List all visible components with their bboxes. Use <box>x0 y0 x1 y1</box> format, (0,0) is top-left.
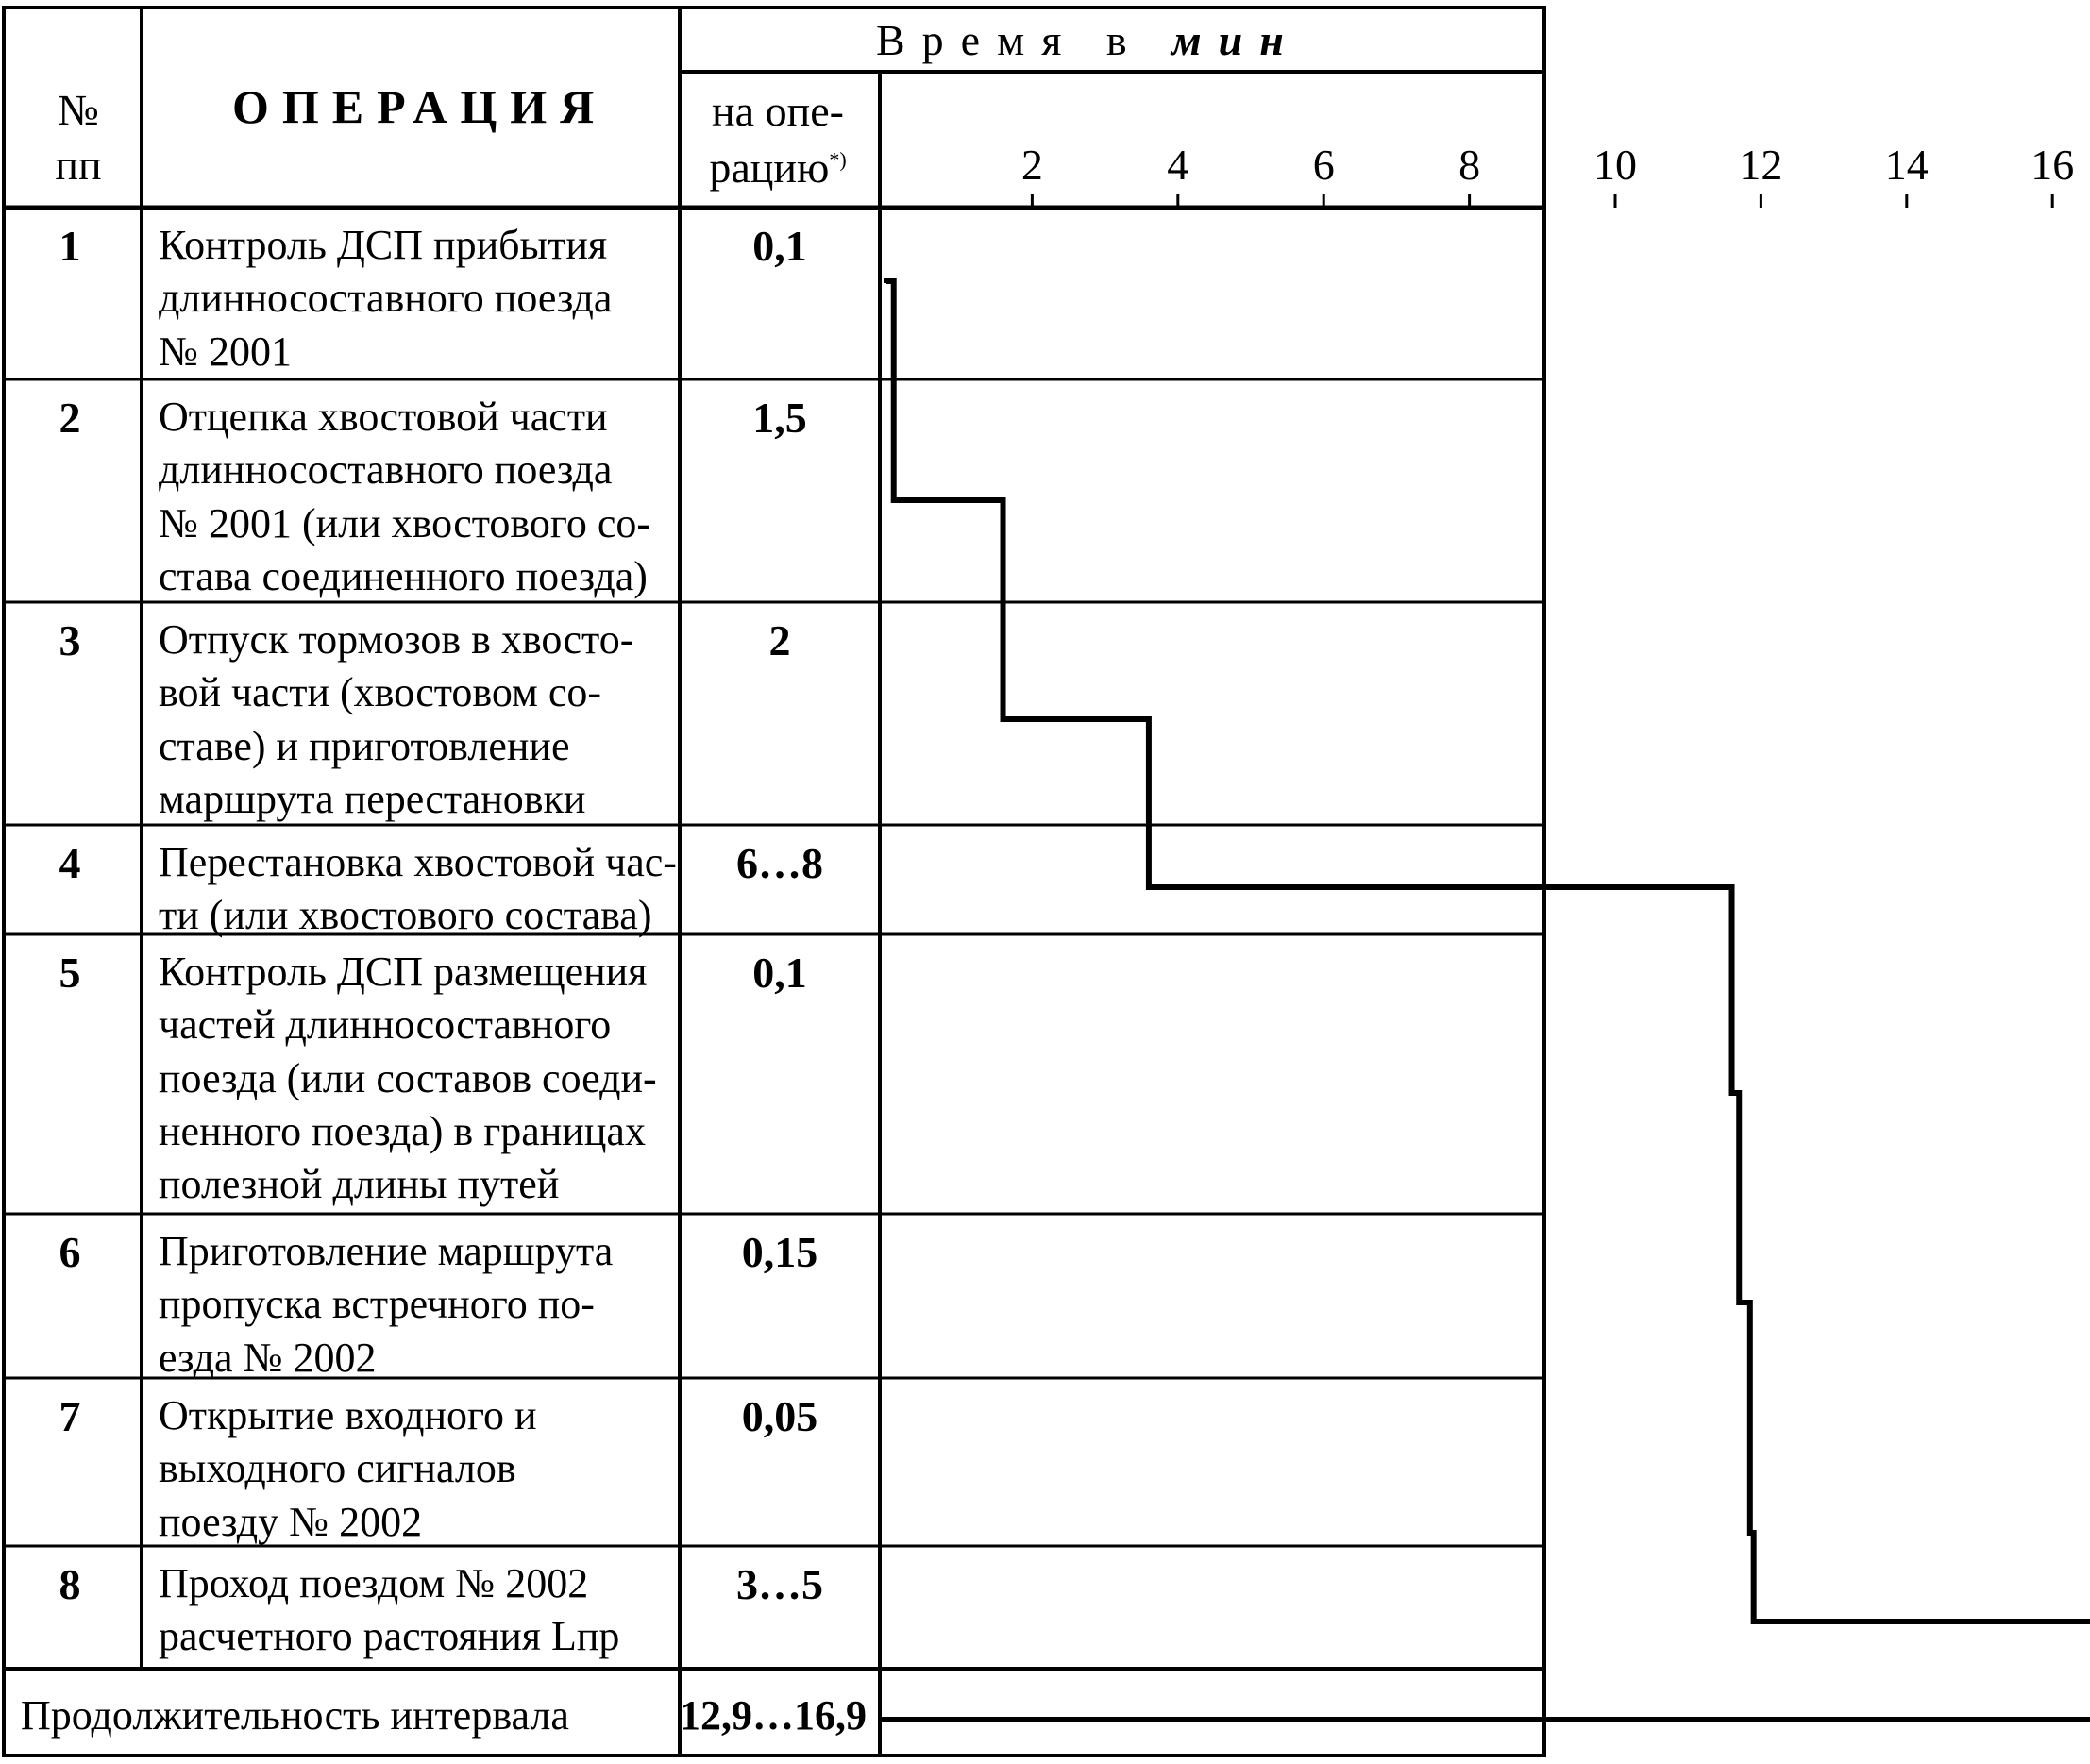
timeline-staircase <box>886 281 2090 1621</box>
header-duration-note: *) <box>829 147 847 172</box>
row-operation-line: расчетного растояния Lпр <box>159 1613 620 1660</box>
header-time <box>876 16 1301 64</box>
header-number-symbol: № <box>58 86 99 134</box>
row-operation <box>159 836 687 943</box>
row-operation-line: маршрута перестановки <box>159 775 586 822</box>
row-operation-line: ненного поезда) в границах <box>159 1107 646 1154</box>
row-operation-line: ставе) и приготовление <box>159 722 570 769</box>
axis-tick-label: 2 <box>1020 141 1043 189</box>
row-operation-line: Контроль ДСП размещения <box>159 949 648 995</box>
total-interval-value: 12,9…16,9 <box>680 1692 867 1739</box>
row-operation-line: вой части (хвостовом со- <box>159 669 602 716</box>
row-duration: 0,1 <box>752 222 807 270</box>
row-operation-line: Отцепка хвостовой части <box>159 394 608 440</box>
row-duration: 3…5 <box>736 1560 823 1608</box>
row-operation-line: поезда (или составов соеди- <box>159 1054 657 1101</box>
row-operation-line: Контроль ДСП прибытия <box>159 222 608 268</box>
row-duration: 6…8 <box>736 839 823 887</box>
axis-tick-label: 10 <box>1593 141 1637 189</box>
row-operation-line: № 2001 <box>159 328 292 375</box>
row-number: 5 <box>59 949 81 997</box>
axis-tick-label: 4 <box>1167 141 1189 189</box>
row-number: 4 <box>59 839 81 887</box>
row-operation-line: Перестановка хвостовой час- <box>159 839 677 885</box>
row-number: 8 <box>59 1560 81 1608</box>
row-operation <box>159 391 687 603</box>
row-duration: 2 <box>768 616 791 664</box>
header-time-prefix: Время в <box>876 16 1144 64</box>
header-duration-line2: рацию <box>709 143 830 192</box>
row-operation-line: Отпуск тормозов в хвосто- <box>159 616 634 663</box>
axis-tick-label: 14 <box>1884 141 1929 189</box>
row-operation-line: частей длинносоставного <box>159 1001 612 1049</box>
row-number: 7 <box>59 1392 81 1440</box>
row-operation-line: Приготовление маршрута <box>159 1228 614 1274</box>
row-operation <box>159 1389 687 1549</box>
row-operation-line: ти (или хвостового состава) <box>159 892 652 939</box>
row-operation <box>159 613 687 826</box>
axis-tick-label: 16 <box>2031 141 2075 189</box>
header-operation: ОПЕРАЦИЯ <box>232 80 608 133</box>
axis-tick-label: 8 <box>1458 141 1481 189</box>
row-duration: 0,05 <box>741 1392 818 1440</box>
row-operation-line: длинносоставного поезда <box>159 446 613 494</box>
row-operation-line: става соединенного поезда) <box>159 552 648 599</box>
row-duration: 1,5 <box>752 394 807 442</box>
row-number: 1 <box>59 222 81 270</box>
row-duration: 0,1 <box>752 949 807 997</box>
row-number: 6 <box>59 1228 81 1276</box>
total-interval-label: Продолжительность интервала <box>21 1692 569 1739</box>
row-number: 2 <box>59 394 81 442</box>
header-duration <box>674 83 882 196</box>
row-operation <box>159 1557 687 1664</box>
row-number: 3 <box>59 616 81 664</box>
row-operation-line: длинносоставного поезда <box>159 275 613 322</box>
row-operation-line: Проход поездом № 2002 <box>159 1560 589 1606</box>
header-time-unit: мин <box>1171 16 1301 64</box>
row-operation-line: пропуска встречного по- <box>159 1281 595 1328</box>
row-operation-line: № 2001 (или хвостового со- <box>159 499 651 546</box>
header-duration-line1: на опе- <box>712 87 844 135</box>
axis-tick-label: 6 <box>1312 141 1335 189</box>
row-operation-line: поезду № 2002 <box>159 1498 423 1545</box>
header-number-abbrev: пп <box>55 141 102 189</box>
row-operation <box>159 219 687 378</box>
row-operation-line: Открытие входного и <box>159 1392 537 1438</box>
row-operation-line: выходного сигналов <box>159 1445 516 1492</box>
row-operation <box>159 946 687 1212</box>
row-operation-line: езда № 2002 <box>159 1334 377 1381</box>
row-duration: 0,15 <box>741 1228 818 1276</box>
row-operation <box>159 1225 687 1385</box>
row-operation-line: полезной длины путей <box>159 1161 560 1208</box>
axis-tick-label: 12 <box>1739 141 1783 189</box>
